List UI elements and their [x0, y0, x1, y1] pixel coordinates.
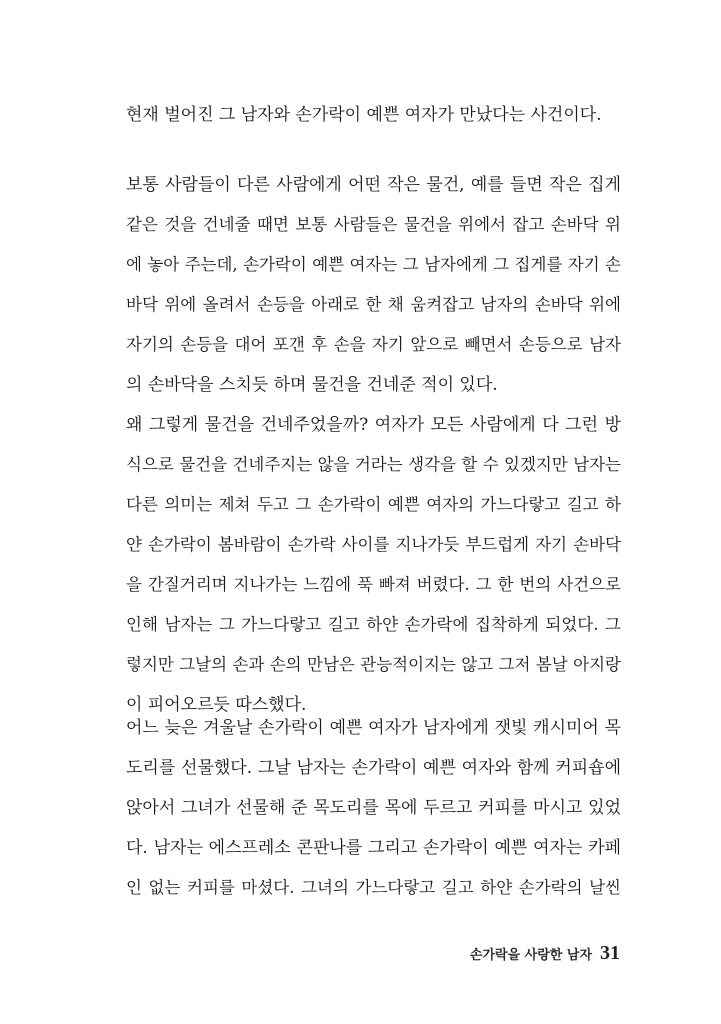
text-line: 현재 벌어진 그 남자와 손가락이 예쁜 여자가 만났다는 사건이다.	[126, 105, 602, 125]
text-line: 왜 그렇게 물건을 건네주었을까? 여자가 모든 사람에게 다 그런 방	[126, 415, 621, 435]
running-title: 손가락을 사랑한 남자	[469, 948, 592, 963]
text-line: 이 피어오르듯 따스했다.	[126, 695, 307, 715]
text-line: 인 없는 커피를 마셨다. 그녀의 가느다랗고 길고 하얀 손가락의 날씬	[126, 878, 621, 897]
text-line: 보통 사람들이 다른 사람에게 어떤 작은 물건, 예를 들면 작은 집게	[126, 175, 621, 195]
page-number: 31	[600, 942, 620, 964]
text-line: 바닥 위에 올려서 손등을 아래로 한 채 움켜잡고 남자의 손바닥 위에	[126, 295, 621, 314]
text-line: 인해 남자는 그 가느다랗고 길고 하얀 손가락에 집착하게 되었다. 그	[126, 615, 621, 634]
text-line: 자기의 손등을 대어 포갠 후 손을 자기 앞으로 빼면서 손등으로 남자	[126, 335, 621, 354]
text-line: 의 손바닥을 스치듯 하며 물건을 건네준 적이 있다.	[126, 375, 498, 395]
text-line: 다른 의미는 제쳐 두고 그 손가락이 예쁜 여자의 가느다랗고 길고 하	[126, 495, 621, 514]
text-line: 에 놓아 주는데, 손가락이 예쁜 여자는 그 남자에게 그 집게를 자기 손	[126, 255, 621, 274]
text-line: 을 간질거리며 지나가는 느낌에 푹 빠져 버렸다. 그 한 번의 사건으로	[126, 575, 621, 594]
text-line: 같은 것을 건네줄 때면 보통 사람들은 물건을 위에서 잡고 손바닥 위	[126, 215, 621, 234]
text-line: 앉아서 그녀가 선물해 준 목도리를 목에 두르고 커피를 마시고 있었	[126, 798, 621, 818]
text-line: 다. 남자는 에스프레소 콘판나를 그리고 손가락이 예쁜 여자는 카페	[126, 838, 621, 858]
text-line: 얀 손가락이 봄바람이 손가락 사이를 지나가듯 부드럽게 자기 손바닥	[126, 535, 621, 554]
page-footer	[430, 942, 620, 972]
text-line: 어느 늦은 겨울날 손가락이 예쁜 여자가 남자에게 잿빛 캐시미어 목	[126, 718, 621, 738]
text-line: 식으로 물건을 건네주지는 않을 거라는 생각을 할 수 있겠지만 남자는	[126, 455, 621, 474]
text-line: 도리를 선물했다. 그날 남자는 손가락이 예쁜 여자와 함께 커피숍에	[126, 758, 621, 778]
text-line: 렇지만 그날의 손과 손의 만남은 관능적이지는 않고 그저 봄날 아지랑	[126, 655, 621, 674]
